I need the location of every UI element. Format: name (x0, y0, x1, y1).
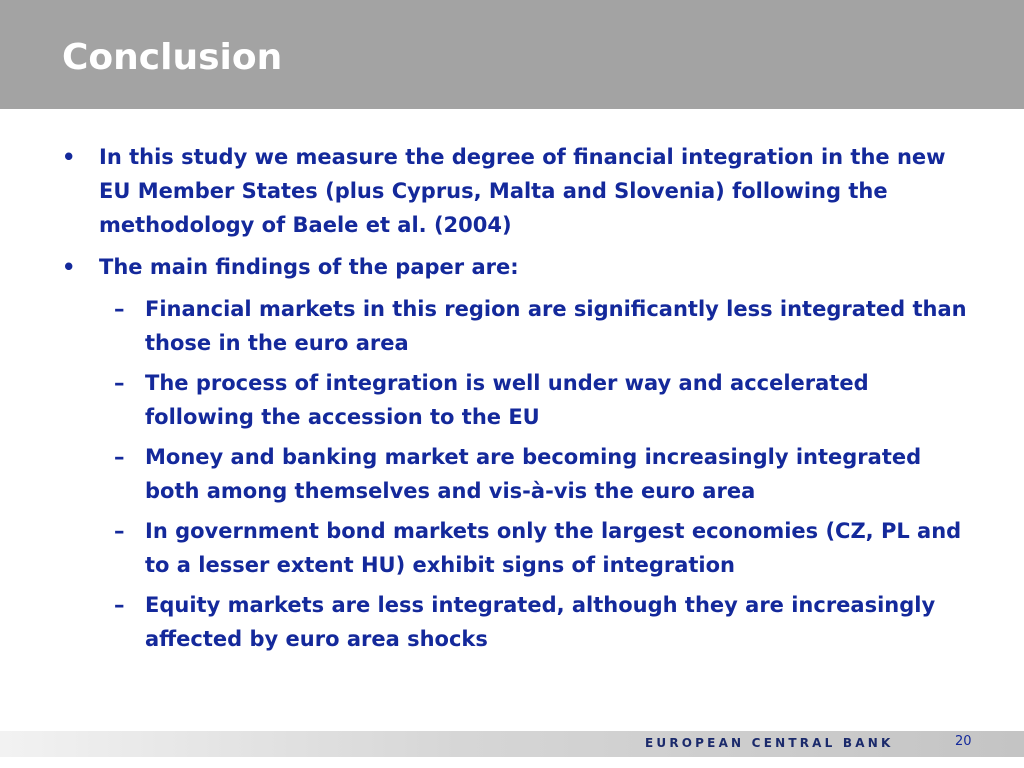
slide-content (52, 140, 982, 662)
sub-bullet-text: Equity markets are less integrated, although they are increasingly affected by euro area shocks (145, 593, 936, 651)
dash-marker: – (114, 519, 125, 543)
sub-bullet-item (52, 292, 982, 360)
dash-marker: – (114, 371, 125, 395)
title-bar (0, 0, 1024, 109)
sub-bullet-text: In government bond markets only the largest economies (CZ, PL and to a lesser extent HU) exhibit signs of integration (145, 519, 962, 577)
sub-bullet-text: Financial markets in this region are significantly less integrated than those in the euro area (145, 297, 967, 355)
dash-marker: – (114, 297, 125, 321)
dash-marker: – (114, 445, 125, 469)
bullet-item (52, 250, 982, 284)
sub-bullet-item (52, 588, 982, 656)
bullet-text: In this study we measure the degree of financial integration in the new EU Member States (plus Cyprus, Malta and Slovenia) following the methodology of Baele et al. (2004) (99, 145, 946, 237)
footer-bar (0, 731, 1024, 757)
bullet-item (52, 140, 982, 242)
sub-bullet-item (52, 440, 982, 508)
sub-bullet-text: Money and banking market are becoming increasingly integrated both among themselves and vis-à-vis the euro area (145, 445, 922, 503)
bullet-marker: • (62, 145, 76, 169)
page-number: 20 (955, 734, 972, 749)
slide-title: Conclusion (62, 37, 283, 78)
bullet-marker: • (62, 255, 76, 279)
sub-bullet-item (52, 514, 982, 582)
sub-bullet-text: The process of integration is well under way and accelerated following the accession to the EU (145, 371, 869, 429)
sub-bullet-item (52, 366, 982, 434)
dash-marker: – (114, 593, 125, 617)
bank-name-logo: EUROPEAN CENTRAL BANK (645, 736, 894, 750)
bullet-text: The main findings of the paper are: (99, 255, 519, 279)
